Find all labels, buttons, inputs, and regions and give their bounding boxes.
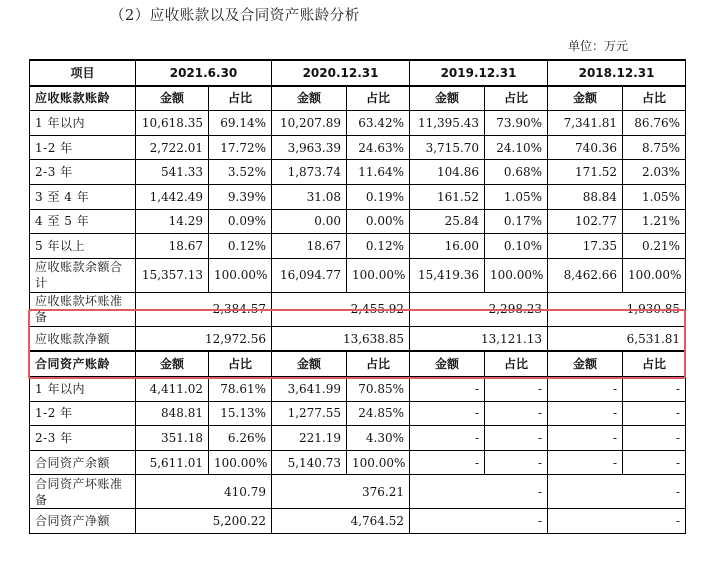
- cell: 1,442.49: [136, 184, 209, 209]
- cell: 15,419.36: [410, 258, 485, 292]
- col-ratio: 占比: [485, 86, 548, 111]
- cell: 14.29: [136, 209, 209, 234]
- cell: 161.52: [410, 184, 485, 209]
- cell: 100.00%: [347, 450, 410, 475]
- col-amount: 金额: [548, 86, 623, 111]
- cell: -: [410, 475, 548, 509]
- cell: 7,341.81: [548, 111, 623, 136]
- cell: 78.61%: [209, 376, 272, 401]
- col-ratio: 占比: [623, 86, 686, 111]
- net-row: [30, 509, 686, 534]
- header-row: [30, 60, 686, 86]
- cell: 6,531.81: [548, 326, 686, 351]
- cell: 0.00: [272, 209, 347, 234]
- cell: 5,200.22: [136, 509, 272, 534]
- cell: 1,277.55: [272, 401, 347, 426]
- cell: 18.67: [272, 234, 347, 259]
- row-label: 合同资产余额: [30, 450, 136, 475]
- cell: 848.81: [136, 401, 209, 426]
- header-item: 项目: [30, 60, 136, 86]
- col-ratio: 占比: [209, 86, 272, 111]
- cell: 4.30%: [347, 426, 410, 451]
- row-label: 应收账款坏账准备: [30, 292, 136, 326]
- cell: 10,618.35: [136, 111, 209, 136]
- cell: 100.00%: [209, 450, 272, 475]
- col-ratio: 占比: [485, 351, 548, 376]
- cell: 17.72%: [209, 135, 272, 160]
- cell: 541.33: [136, 160, 209, 185]
- row-label: 1-2 年: [30, 401, 136, 426]
- cell: 5,611.01: [136, 450, 209, 475]
- cell: -: [548, 401, 623, 426]
- col-ratio: 占比: [209, 351, 272, 376]
- table-row: [30, 426, 686, 451]
- cell: 4,411.02: [136, 376, 209, 401]
- cell: 0.17%: [485, 209, 548, 234]
- row-label: 4 至 5 年: [30, 209, 136, 234]
- row-label: 合同资产净额: [30, 509, 136, 534]
- cell: 18.67: [136, 234, 209, 259]
- cell: 104.86: [410, 160, 485, 185]
- cell: 1.21%: [623, 209, 686, 234]
- cell: 11,395.43: [410, 111, 485, 136]
- cell: 100.00%: [623, 258, 686, 292]
- cell: 0.19%: [347, 184, 410, 209]
- cell: 102.77: [548, 209, 623, 234]
- cell: 88.84: [548, 184, 623, 209]
- ar-section-label: 应收账款账龄: [30, 86, 136, 111]
- cell: 17.35: [548, 234, 623, 259]
- cell: 3.52%: [209, 160, 272, 185]
- cell: 16.00: [410, 234, 485, 259]
- ca-section-header: [30, 351, 686, 376]
- row-label: 1 年以内: [30, 111, 136, 136]
- cell: 8.75%: [623, 135, 686, 160]
- cell: -: [410, 426, 485, 451]
- net-row: [30, 326, 686, 351]
- cell: 351.18: [136, 426, 209, 451]
- cell: 9.39%: [209, 184, 272, 209]
- cell: 86.76%: [623, 111, 686, 136]
- header-period: 2020.12.31: [272, 60, 410, 86]
- table-row-total: [30, 258, 686, 292]
- cell: 740.36: [548, 135, 623, 160]
- cell: -: [623, 426, 686, 451]
- cell: 13,638.85: [272, 326, 410, 351]
- table-row: [30, 401, 686, 426]
- table-row: [30, 376, 686, 401]
- cell: 100.00%: [209, 258, 272, 292]
- cell: -: [410, 401, 485, 426]
- cell: 221.19: [272, 426, 347, 451]
- col-ratio: 占比: [623, 351, 686, 376]
- cell: 1,873.74: [272, 160, 347, 185]
- cell: 15.13%: [209, 401, 272, 426]
- cell: 3,641.99: [272, 376, 347, 401]
- row-label: 应收账款净额: [30, 326, 136, 351]
- aging-table: [29, 59, 686, 534]
- cell: 63.42%: [347, 111, 410, 136]
- cell: 24.85%: [347, 401, 410, 426]
- table-row: [30, 135, 686, 160]
- cell: 410.79: [136, 475, 272, 509]
- cell: 12,972.56: [136, 326, 272, 351]
- header-period: 2018.12.31: [548, 60, 686, 86]
- cell: 3,963.39: [272, 135, 347, 160]
- cell: 15,357.13: [136, 258, 209, 292]
- cell: -: [548, 376, 623, 401]
- ca-section-label: 合同资产账龄: [30, 351, 136, 376]
- cell: 1.05%: [485, 184, 548, 209]
- cell: 4,764.52: [272, 509, 410, 534]
- cell: 24.63%: [347, 135, 410, 160]
- cell: 2,722.01: [136, 135, 209, 160]
- table-row: [30, 234, 686, 259]
- col-amount: 金额: [136, 86, 209, 111]
- row-label: 5 年以上: [30, 234, 136, 259]
- col-amount: 金额: [136, 351, 209, 376]
- cell: 70.85%: [347, 376, 410, 401]
- table-row: [30, 450, 686, 475]
- section-title: （2）应收账款以及合同资产账龄分析: [110, 8, 360, 24]
- row-label: 合同资产坏账准备: [30, 475, 136, 509]
- col-amount: 金额: [272, 351, 347, 376]
- header-period: 2021.6.30: [136, 60, 272, 86]
- cell: -: [410, 450, 485, 475]
- cell: 73.90%: [485, 111, 548, 136]
- row-label: 3 至 4 年: [30, 184, 136, 209]
- table-row: [30, 184, 686, 209]
- cell: 5,140.73: [272, 450, 347, 475]
- cell: 6.26%: [209, 426, 272, 451]
- cell: 0.09%: [209, 209, 272, 234]
- cell: 0.12%: [209, 234, 272, 259]
- bad-debt-row: [30, 292, 686, 326]
- cell: -: [623, 401, 686, 426]
- cell: 1,930.85: [548, 292, 686, 326]
- col-amount: 金额: [410, 351, 485, 376]
- cell: 376.21: [272, 475, 410, 509]
- cell: 0.12%: [347, 234, 410, 259]
- cell: 0.21%: [623, 234, 686, 259]
- table-row: [30, 160, 686, 185]
- cell: -: [485, 426, 548, 451]
- cell: 1.05%: [623, 184, 686, 209]
- cell: 100.00%: [347, 258, 410, 292]
- row-label: 2-3 年: [30, 426, 136, 451]
- col-ratio: 占比: [347, 86, 410, 111]
- cell: 10,207.89: [272, 111, 347, 136]
- ar-section-header: [30, 86, 686, 111]
- fade-overlay: [420, 552, 714, 581]
- cell: -: [485, 401, 548, 426]
- cell: 24.10%: [485, 135, 548, 160]
- cell: -: [410, 376, 485, 401]
- table-row: [30, 111, 686, 136]
- cell: 0.10%: [485, 234, 548, 259]
- cell: 171.52: [548, 160, 623, 185]
- col-ratio: 占比: [347, 351, 410, 376]
- col-amount: 金额: [548, 351, 623, 376]
- table-row: [30, 209, 686, 234]
- cell: -: [485, 450, 548, 475]
- cell: 0.00%: [347, 209, 410, 234]
- cell: 13,121.13: [410, 326, 548, 351]
- cell: 11.64%: [347, 160, 410, 185]
- cell: -: [548, 509, 686, 534]
- row-label: 2-3 年: [30, 160, 136, 185]
- cell: -: [548, 475, 686, 509]
- cell: 2,298.23: [410, 292, 548, 326]
- cell: -: [548, 426, 623, 451]
- cell: 0.68%: [485, 160, 548, 185]
- impairment-row: [30, 475, 686, 509]
- cell: 8,462.66: [548, 258, 623, 292]
- cell: 69.14%: [209, 111, 272, 136]
- cell: -: [623, 376, 686, 401]
- header-period: 2019.12.31: [410, 60, 548, 86]
- col-amount: 金额: [410, 86, 485, 111]
- unit-label: 单位：万元: [568, 39, 629, 53]
- cell: 3,715.70: [410, 135, 485, 160]
- cell: 100.00%: [485, 258, 548, 292]
- row-label: 1-2 年: [30, 135, 136, 160]
- cell: 2,455.92: [272, 292, 410, 326]
- cell: -: [410, 509, 548, 534]
- cell: 16,094.77: [272, 258, 347, 292]
- cell: -: [485, 376, 548, 401]
- cell: -: [548, 450, 623, 475]
- cell: -: [623, 450, 686, 475]
- cell: 31.08: [272, 184, 347, 209]
- cell: 2,384.57: [136, 292, 272, 326]
- row-label: 应收账款余额合计: [30, 258, 136, 292]
- cell: 2.03%: [623, 160, 686, 185]
- col-amount: 金额: [272, 86, 347, 111]
- row-label: 1 年以内: [30, 376, 136, 401]
- cell: 25.84: [410, 209, 485, 234]
